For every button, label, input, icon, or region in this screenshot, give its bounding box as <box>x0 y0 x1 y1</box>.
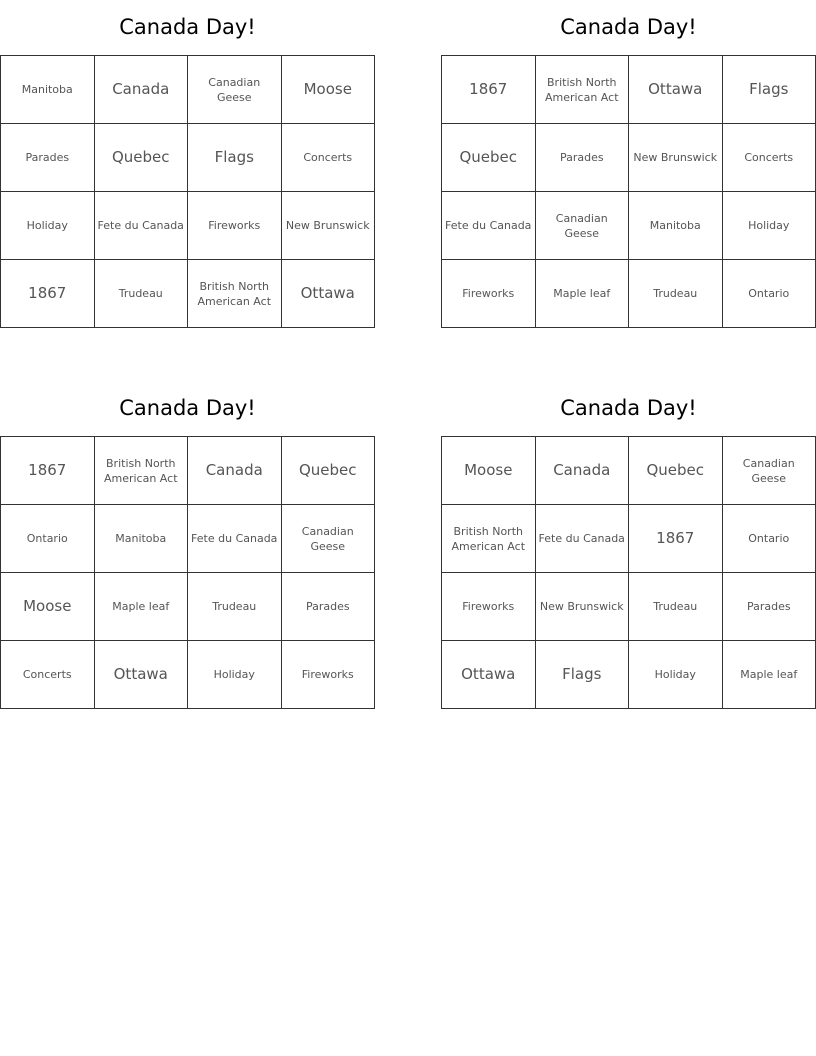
bingo-cell: Canada <box>188 437 282 505</box>
bingo-cell: Ontario <box>722 260 816 328</box>
bingo-cell: Holiday <box>722 192 816 260</box>
bingo-cell: 1867 <box>1 260 95 328</box>
bingo-cell: Parades <box>1 124 95 192</box>
bingo-cell: Canadian Geese <box>188 56 282 124</box>
bingo-cell: British North American Act <box>188 260 282 328</box>
bingo-cell: Ottawa <box>629 56 723 124</box>
bingo-cell: Maple leaf <box>722 641 816 709</box>
grid-row <box>442 192 816 260</box>
bingo-cell: Flags <box>188 124 282 192</box>
bingo-cell: 1867 <box>442 56 536 124</box>
bingo-cell: Fete du Canada <box>94 192 188 260</box>
bingo-grid <box>0 55 375 328</box>
grid-row <box>442 641 816 709</box>
bingo-cell: Moose <box>1 573 95 641</box>
bingo-cell: Maple leaf <box>535 260 629 328</box>
bingo-cell: Canadian Geese <box>281 505 375 573</box>
bingo-cell: Trudeau <box>629 573 723 641</box>
bingo-cell: Concerts <box>722 124 816 192</box>
bingo-cell: Canada <box>94 56 188 124</box>
bingo-cell: Manitoba <box>629 192 723 260</box>
bingo-cell: New Brunswick <box>535 573 629 641</box>
card-title: Canada Day! <box>560 396 697 420</box>
bingo-cell: Quebec <box>94 124 188 192</box>
bingo-cell: Holiday <box>188 641 282 709</box>
bingo-cell: Fete du Canada <box>535 505 629 573</box>
bingo-cell: Fireworks <box>442 260 536 328</box>
bingo-cell: Canadian Geese <box>722 437 816 505</box>
grid-row <box>1 573 375 641</box>
grid-row <box>442 56 816 124</box>
bingo-cell: Canadian Geese <box>535 192 629 260</box>
card-title: Canada Day! <box>119 15 256 39</box>
bingo-grid <box>0 436 375 709</box>
grid-row <box>1 505 375 573</box>
bingo-cell: Concerts <box>281 124 375 192</box>
bingo-card-1 <box>0 0 375 328</box>
bingo-cell: Ontario <box>1 505 95 573</box>
bingo-cell: Holiday <box>629 641 723 709</box>
grid-row <box>1 56 375 124</box>
grid-row <box>1 260 375 328</box>
bingo-card-2 <box>441 0 816 328</box>
bingo-cell: Ottawa <box>281 260 375 328</box>
bingo-cell: Holiday <box>1 192 95 260</box>
bingo-cell: Concerts <box>1 641 95 709</box>
bingo-cell: Trudeau <box>94 260 188 328</box>
grid-row <box>442 437 816 505</box>
bingo-cell: British North American Act <box>94 437 188 505</box>
bingo-cell: Parades <box>535 124 629 192</box>
bingo-grid <box>441 436 816 709</box>
grid-row <box>442 124 816 192</box>
bingo-cell: British North American Act <box>535 56 629 124</box>
grid-row <box>1 641 375 709</box>
bingo-cell: Quebec <box>629 437 723 505</box>
bingo-cell: Manitoba <box>94 505 188 573</box>
bingo-cell: New Brunswick <box>629 124 723 192</box>
bingo-cell: Trudeau <box>188 573 282 641</box>
grid-row <box>1 192 375 260</box>
grid-row <box>442 260 816 328</box>
bingo-cell: Parades <box>722 573 816 641</box>
bingo-cell: Moose <box>281 56 375 124</box>
bingo-cell: Maple leaf <box>94 573 188 641</box>
card-title: Canada Day! <box>119 396 256 420</box>
grid-row <box>1 124 375 192</box>
bingo-cell: Parades <box>281 573 375 641</box>
bingo-cell: Quebec <box>442 124 536 192</box>
bingo-cell: 1867 <box>629 505 723 573</box>
bingo-cell: Fete du Canada <box>442 192 536 260</box>
bingo-cell: Flags <box>535 641 629 709</box>
bingo-cell: British North American Act <box>442 505 536 573</box>
bingo-cell: Fireworks <box>281 641 375 709</box>
bingo-cell: Ottawa <box>442 641 536 709</box>
bingo-cell: Fete du Canada <box>188 505 282 573</box>
bingo-cell: Canada <box>535 437 629 505</box>
bingo-cell: Quebec <box>281 437 375 505</box>
bingo-cell: Ontario <box>722 505 816 573</box>
grid-row <box>442 573 816 641</box>
bingo-cell: 1867 <box>1 437 95 505</box>
bingo-cell: Manitoba <box>1 56 95 124</box>
bingo-cell: Flags <box>722 56 816 124</box>
bingo-grid <box>441 55 816 328</box>
card-title: Canada Day! <box>560 15 697 39</box>
grid-row <box>442 505 816 573</box>
bingo-cell: Moose <box>442 437 536 505</box>
bingo-cell: New Brunswick <box>281 192 375 260</box>
bingo-cell: Fireworks <box>188 192 282 260</box>
bingo-cell: Fireworks <box>442 573 536 641</box>
bingo-card-3 <box>0 381 375 709</box>
grid-row <box>1 437 375 505</box>
bingo-cell: Trudeau <box>629 260 723 328</box>
bingo-card-4 <box>441 381 816 709</box>
bingo-cell: Ottawa <box>94 641 188 709</box>
